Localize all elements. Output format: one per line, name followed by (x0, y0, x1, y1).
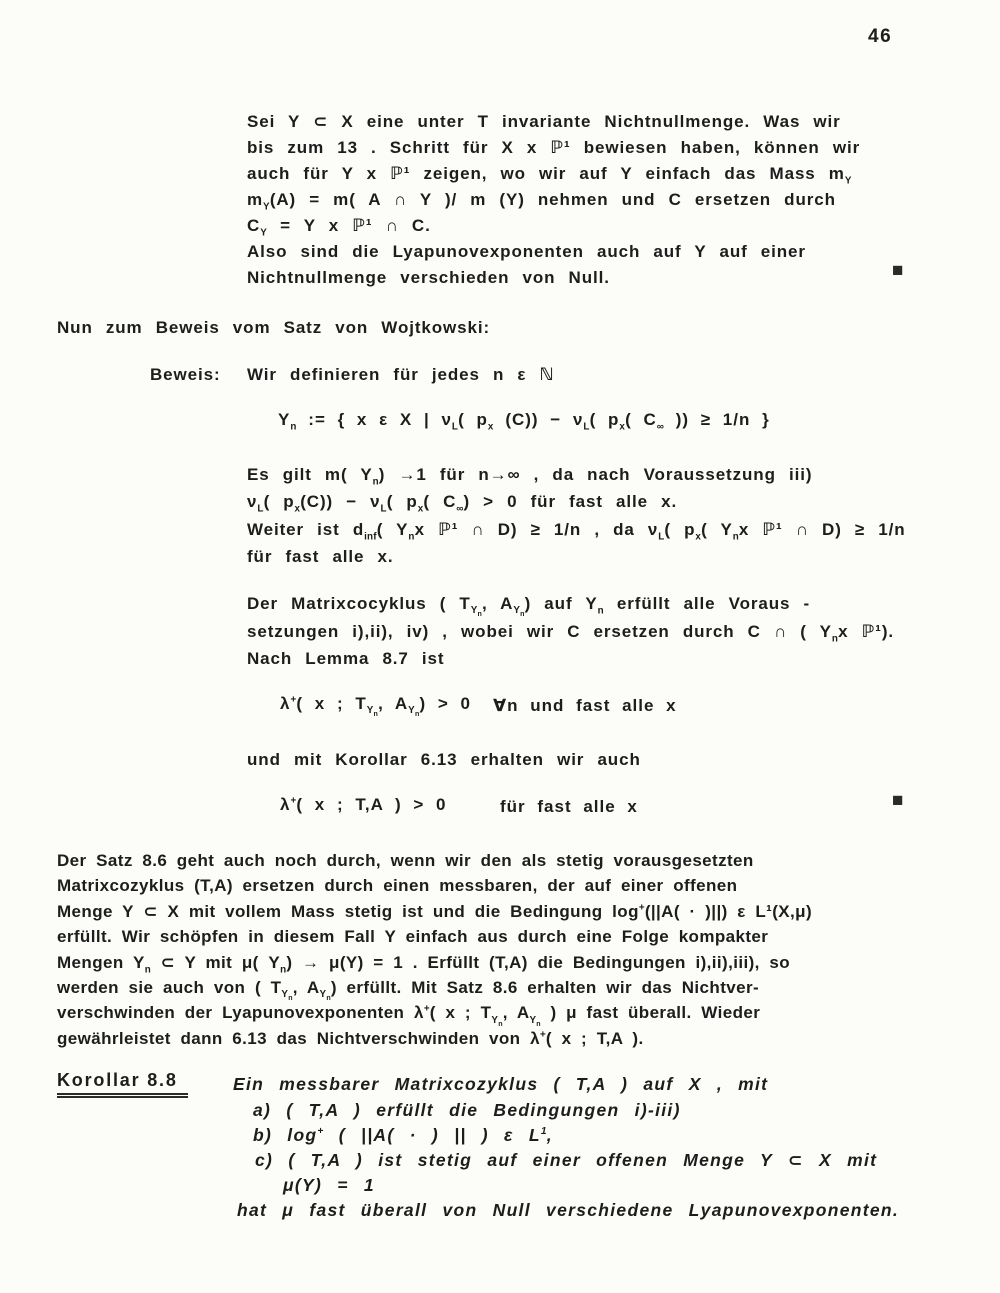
korollar-item-a: a) ( T,A ) erfüllt die Bedingungen i)-iii) (253, 1100, 681, 1120)
text-line: Matrixcozyklus (T,A) ersetzen durch einen messbaren, der auf einer offenen (57, 876, 738, 896)
text-line: Der Satz 8.6 geht auch noch durch, wenn wir den als stetig vorausgesetzten (57, 851, 754, 870)
text-line: Weiter ist $d_{inf}$( $Y_nx$ ℙ¹ ∩ D) ≥ 1/n , da $\nu_L$( $p_x$( $Y_nx$ ℙ¹ ∩ D) ≥ 1/n (247, 519, 906, 542)
qed-mark: ■ (892, 790, 904, 811)
korollar-item-b: b) log+ ( ||A( · ) || ) ε $L^1$, (253, 1125, 553, 1145)
text-line: erfüllt. Wir schöpfen in diesem Fall Y einfach aus durch eine Folge kompakter (57, 927, 769, 947)
text-line: Menge Y ⊂ X mit vollem Mass stetig ist und die Bedingung log+(||A( · )||) ε L¹(X,μ) (57, 901, 813, 921)
text-line: Nichtnullmenge verschieden von Null. (247, 268, 610, 287)
proof-bridge-line: und mit Korollar 6.13 erhalten wir auch (247, 750, 641, 769)
text-line: Sei Y ⊂ X eine unter T invariante Nichtnullmenge. Was wir (247, 112, 841, 131)
equation-lambda-n-quantifier: ∀n und fast alle x (493, 696, 677, 715)
proof-transition-line: Nun zum Beweis vom Satz von Wojtkowski: (57, 318, 491, 337)
text-line: werden sie auch von ( $T_{Y_n}$, $A_{Y_n}$) erfüllt. Mit Satz 8.6 erhalten wir das Nichtver- (57, 978, 760, 1003)
text-line: Also sind die Lyapunovexponenten auch auf Y auf einer (247, 242, 806, 261)
proof-cocycle-paragraph (247, 590, 894, 673)
text-line: gewährleistet dann 6.13 das Nichtverschwinden von λ+( x ; T,A ). (57, 1028, 644, 1048)
proof-intro: Wir definieren für jedes n ε ℕ (247, 365, 555, 384)
proof-label: Beweis: (150, 365, 221, 384)
equation-lambda-final-formula: λ+( x ; T,A ) > 0 (280, 795, 447, 814)
text-line: Nach Lemma 8.7 ist (247, 649, 445, 668)
korollar-statement-intro: Ein messbarer Matrixcozyklus ( T,A ) auf X , mit (233, 1074, 769, 1094)
korollar-item-c-continuation: μ(Y) = 1 (283, 1175, 375, 1195)
text-line: für fast alle x. (247, 546, 394, 566)
page-number: 46 (868, 26, 893, 47)
text-line: Mengen $Y_n$ ⊂ Y mit μ( $Y_n) \to \mu(Y) = 1$ . Erfüllt (T,A) die Bedingungen i),ii),iii), so (57, 952, 791, 976)
text-line: $\nu_L$( $p_x(C)) - \nu_L$( $p_x$( $C_\infty) > 0$ für fast alle x. (247, 492, 678, 515)
korollar-label: Korollar 8.8 (57, 1070, 188, 1098)
equation-yn-definition: $Y_n$ := { x ε X | $\nu_L$( $p_x$ $(C)) - \nu_L$( $p_x$( $C_\infty$ )) ≥ 1/n } (278, 410, 770, 433)
text-line: $C_Y = Y$ x ℙ¹ ∩ C. (247, 216, 431, 239)
qed-mark: ■ (892, 260, 904, 281)
proof-measure-paragraph (247, 461, 906, 570)
text-line: Der Matrixcocyklus ( $T_{Y_n}$, $A_{Y_n}$) auf $Y_n$ erfüllt alle Voraus - (247, 594, 811, 619)
invariance-paragraph (247, 109, 860, 291)
text-line: Es gilt m( $Y_n) \to 1$ für n→∞ , da nach Voraussetzung iii) (247, 465, 813, 488)
text-line: bis zum 13 . Schritt für X x ℙ¹ bewiesen haben, können wir (247, 138, 861, 157)
measurable-cocycle-remark (57, 848, 812, 1051)
text-line: auch für Y x ℙ¹ zeigen, wo wir auf Y einfach das Mass $m_Y$ (247, 164, 852, 187)
equation-lambda-n-formula: λ+( x ; $T_{Y_n}$, $A_{Y_n}) > 0$ (280, 694, 471, 719)
text-line: verschwinden der Lyapunovexponenten λ+( x ; $T_{Y_n}$, $A_{Y_n}$ ) μ fast überall. Wieder (57, 1003, 761, 1028)
text-line: $m_Y(A) = m$( A ∩ Y )/ m (Y) nehmen und C ersetzen durch (247, 190, 836, 213)
korollar-item-c: c) ( T,A ) ist stetig auf einer offenen Menge Y ⊂ X mit (255, 1150, 878, 1170)
text-line: setzungen i),ii), iv) , wobei wir C ersetzen durch C ∩ ( $Y_nx$ ℙ¹). (247, 621, 894, 644)
korollar-conclusion: hat μ fast überall von Null verschiedene Lyapunovexponenten. (237, 1200, 900, 1220)
equation-lambda-final-condition: für fast alle x (500, 797, 638, 816)
